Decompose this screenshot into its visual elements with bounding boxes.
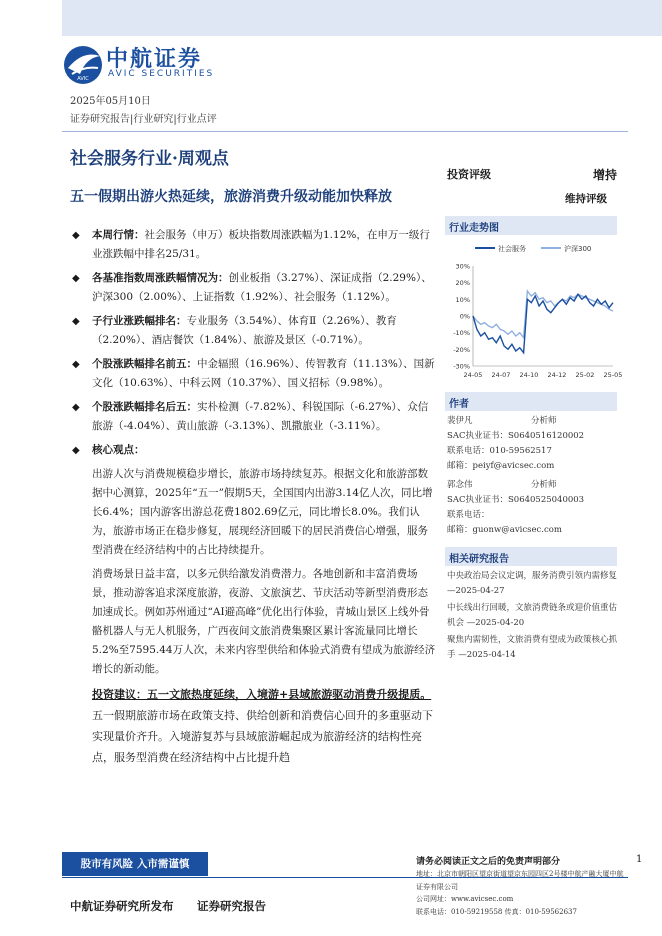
bullet-item: ◆ 子行业涨跌幅排名：专业服务（3.54%）、体育Ⅱ（2.26%）、教育（2.20%）、酒店餐饮（1.84%）、旅游及景区（-0.71%）。 (70, 312, 436, 350)
analyst-name: 郭念伟 (447, 480, 473, 490)
footer-website[interactable]: 公司网址：www.avicsec.com (416, 895, 514, 903)
core-paragraph: 出游人次与消费规模稳步增长，旅游市场持续复苏。根据文化和旅游部数据中心测算，2025年“五一”假期5天，全国国内出游3.14亿人次，同比增长6.4%；国内游客出游总花费1802.69亿元，同比增长8.0%。我们认为，旅游市场正在稳步修复，展现经济回暖下的居民消费信心增强，服务型消费在经济结构中的占比持续提升。 (92, 468, 433, 556)
bullet-item: ◆ 核心观点： (70, 441, 436, 460)
risk-warning: 股市有风险 入市需谨慎 (62, 852, 208, 876)
analyst-card (447, 478, 584, 538)
related-report-link[interactable]: 聚焦内需韧性，文旅消费有望成为政策核心抓手 —2025-04-14 (447, 635, 618, 660)
related-reports (447, 569, 619, 665)
analyst-phone: 联系电话： (447, 510, 490, 520)
rating-value: 增持 (592, 168, 617, 182)
author-title: 作者 (445, 392, 617, 411)
diamond-icon: ◆ (72, 359, 80, 370)
series-line (473, 294, 613, 352)
analyst-email[interactable]: 邮箱：peiyf@avicsec.com (447, 461, 555, 471)
x-tick-label: 24-10 (519, 371, 539, 379)
page-number: 1 (636, 854, 643, 865)
summary-bullets (70, 226, 436, 768)
related-report-link[interactable]: 中央政治局会议定调，服务消费引领内需修复 —2025-04-27 (447, 571, 618, 596)
series-line (473, 291, 613, 338)
rating-label: 投资评级 (447, 168, 491, 181)
analyst-phone: 联系电话：010-59562517 (447, 446, 552, 456)
footer-report-type: 证券研究报告 (197, 899, 266, 913)
y-tick-label: -30% (453, 362, 470, 371)
diamond-icon: ◆ (72, 402, 80, 413)
brand-name-cn: 中航证券 (106, 47, 203, 72)
report-subtitle: 五一假期出游火热延续，旅游消费升级动能加快释放 (70, 189, 392, 205)
y-tick-label: 30% (455, 262, 470, 271)
page-title: 社会服务行业·周观点 (70, 149, 229, 169)
investment-suggestion: 投资建议：五一文旅热度延续，入境游+县域旅游驱动消费升级提质。五一假期旅游市场在政策支持、供给创新和消费信心回升的多重驱动下实现量价齐升。入境游复苏与县域旅游崛起成为旅游经济的结构性亮点，服务型消费在经济结构中占比提升趋 (92, 688, 433, 764)
y-tick-label: -10% (453, 329, 470, 338)
legend-label: 社会服务 (498, 245, 526, 253)
related-title: 相关研究报告 (445, 547, 617, 566)
bullet-item: ◆ 个股涨跌幅排名前五：中金辐照（16.96%）、传智教育（11.13%）、国新文化（10.63%）、中科云网（10.37%）、国义招标（9.98%）。 (70, 355, 436, 393)
report-date: 2025年05月10日 (70, 96, 151, 107)
analyst-cert: SAC执业证书：S0640516120002 (447, 431, 585, 441)
header-band (62, 0, 662, 36)
x-tick-label: 24-12 (547, 371, 567, 379)
analyst-cert: SAC执业证书：S0640525040003 (447, 495, 585, 505)
core-paragraph: 消费场景日益丰富，以多元供给激发消费潜力。各地创新和丰富消费场景，推动游客追求深度旅游，夜游、文旅演艺、节庆活动等新型消费形态加速成长。例如苏州通过“AI避高峰”优化出行体验，青城山景区上线外骨骼机器人与无人机服务，广西夜间文旅消费集聚区累计客流量同比增长5.2%至7595.44万人次，未来内容型供给和体验式消费有望成为旅游经济增长的新动能。 (92, 568, 436, 675)
bullet-item: ◆ 本周行情：社会服务（申万）板块指数周涨跌幅为1.12%，在申万一级行业涨跌幅中排名25/31。 (70, 226, 436, 264)
trend-chart-svg (445, 238, 623, 388)
brand-name-en: AVIC SECURITIES (108, 69, 215, 79)
analyst-role: 分析师 (531, 416, 557, 426)
bullet-item: ◆ 各基准指数周涨跌幅情况为：创业板指（3.27%）、深证成指（2.29%）、沪深300（2.00%）、上证指数（1.92%）、社会服务（1.12%）。 (70, 269, 436, 307)
related-report-link[interactable]: 中长线出行回暖，文旅消费链条或迎价值重估机会 —2025-04-20 (447, 603, 618, 628)
trend-chart (445, 238, 623, 388)
legend-label: 沪深300 (564, 245, 592, 253)
analyst-email[interactable]: 邮箱：guonw@avicsec.com (447, 525, 562, 535)
divider (62, 131, 628, 132)
x-tick-label: 24-07 (491, 371, 511, 379)
rating-sub: 维持评级 (565, 193, 607, 205)
footer-address: 地址：北京市朝阳区望京街道望京东园四区2号楼中航产融大厦中航证券有限公司 (416, 870, 624, 891)
brand-logo (62, 42, 222, 88)
trend-title: 行业走势图 (445, 216, 617, 235)
logo-mark-text: AVIC (77, 76, 89, 82)
diamond-icon: ◆ (72, 230, 80, 241)
analyst-card (447, 414, 584, 474)
footer-contact (416, 868, 628, 918)
y-tick-label: 10% (455, 295, 470, 304)
footer-institute: 中航证券研究所发布 (70, 899, 174, 913)
diamond-icon: ◆ (72, 445, 80, 456)
y-tick-label: -20% (453, 345, 470, 354)
disclaimer: 请务必阅读正文之后的免责声明部分 (416, 857, 561, 867)
analyst-name: 裴伊凡 (447, 416, 473, 426)
diamond-icon: ◆ (72, 316, 80, 327)
diamond-icon: ◆ (72, 273, 80, 284)
avic-logo-icon (62, 44, 104, 86)
x-tick-label: 24-05 (463, 371, 483, 379)
y-tick-label: 0% (459, 312, 470, 321)
x-tick-label: 25-02 (575, 371, 595, 379)
x-tick-label: 25-05 (603, 371, 623, 379)
footer-phone: 联系电话：010-59219558 传真：010-59562637 (416, 907, 577, 916)
bullet-item: ◆ 个股涨跌幅排名后五：实朴检测（-7.82%）、科锐国际（-6.27%）、众信旅游（-4.04%）、黄山旅游（-3.13%）、凯撒旅业（-3.11%）。 (70, 398, 436, 436)
analyst-role: 分析师 (531, 480, 557, 490)
report-type: 证券研究报告|行业研究|行业点评 (70, 114, 217, 125)
y-tick-label: 20% (455, 279, 470, 288)
